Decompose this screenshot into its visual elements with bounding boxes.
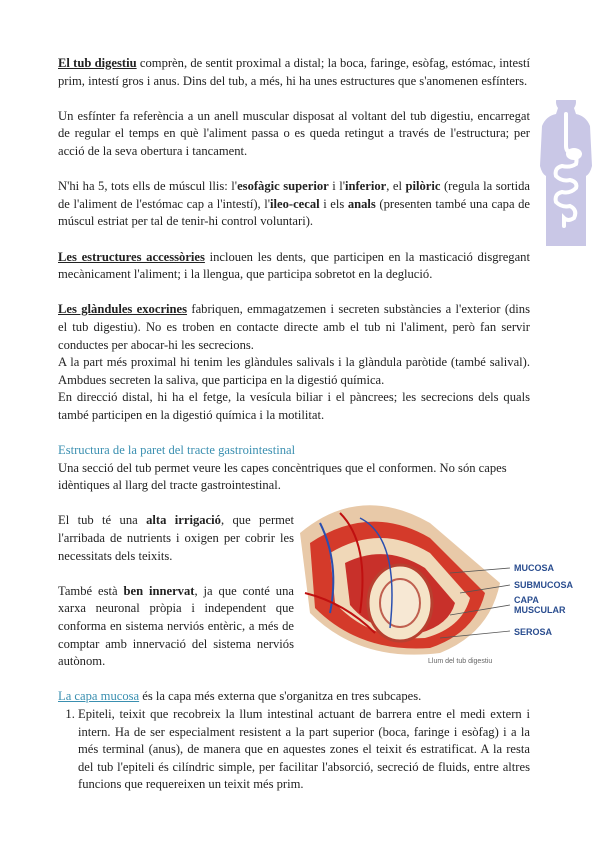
link-capa-mucosa[interactable]: La capa mucosa: [58, 689, 140, 704]
paragraph-distal: En direcció distal, hi ha el fetge, la vesícula biliar i el pàncrees; les secrecions dels quals també participen en la digestió química i la motilitat.: [58, 390, 530, 422]
term-ileo-cecal: ileo-cecal: [270, 196, 320, 211]
term-alta-irrigacio: alta irrigació: [146, 513, 221, 528]
paragraph-esfinters-types: [58, 178, 530, 231]
t: (presenten també una capa de múscul estriat per tal de tenir-hi control voluntari).: [58, 196, 530, 229]
term-anals: anals: [347, 196, 376, 211]
term-esofagic-superior: esofàgic superior: [237, 179, 329, 194]
t: El tub té una: [58, 513, 147, 528]
term-inferior: inferior: [344, 179, 387, 194]
paragraph-esfinter: Un esfínter fa referència a un anell muscular disposat al voltant del tub digestiu, encarregat de regular el temps en què l'aliment passa o es queda retingut a través de l'estructura; per acció de la seva obertura i tancament.: [58, 108, 530, 158]
t: , que permet l'arribada de nutrients i oxigen per cobrir les necessitats dels teixits.: [58, 513, 295, 563]
t: , el: [386, 179, 406, 194]
paragraph-capa-mucosa: [58, 688, 530, 706]
paragraph-glandules-exocrines: [58, 301, 530, 354]
label-capa-muscular: CAPA MUSCULAR: [514, 595, 566, 615]
paragraph-seccio-line1: Una secció del tub permet veure les capes concèntriques que el conformen. No són capes: [58, 460, 507, 475]
label-submucosa: SUBMUCOSA: [514, 580, 574, 590]
t: , ja que conté una xarxa neuronal pròpia i independent que conforma en sistema nerviós entèric, a més de comptar amb innervació del sistema nerviós autònom.: [58, 583, 294, 669]
document-body: [58, 55, 530, 794]
t: i l': [328, 179, 345, 194]
text: fabriquen, emmagatzemen i secreten substàncies a l'exterior (dins el tub digestiu). No es troben en contacte directe amb el tub ni l'aliment, però fan servir conductes per abocar-hi les secrecions.: [58, 302, 531, 352]
term-piloric: pilòric: [405, 179, 441, 194]
text: comprèn, de sentit proximal a distal; la boca, faringe, esòfag, estómac, intestí prim, intestí gros i anus. Dins del tub, a més, hi ha unes estructures que s'anomenen esfínters.: [58, 56, 531, 88]
paragraph-proximal: A la part més proximal hi tenim les glàndules salivals i la glàndula paròtide (també salival). Ambdues secreten la saliva, que participa en la digestió química.: [58, 355, 530, 387]
term-tub-digestiu: El tub digestiu: [58, 56, 137, 70]
t: També està: [58, 583, 124, 598]
text: és la capa més externa que s'organitza en tres subcapes.: [139, 689, 422, 704]
list-item: 1. Epiteli, teixit que recobreix la llum intestinal actuant de barrera entre el medi extern i intern. Ha de ser especialment resistent a la part superior (boca, faringe i esòfag) i a la més terminal (anus), de manera que en aquestes zones el teixit és estratificat. A la resta del tub l'epiteli és cilíndric simple, per facilitar l'absorció, secreció de fluids, entre altres funcions que requereixen un teixit més prim.: [78, 706, 530, 794]
paragraph-irrigacio: [58, 512, 294, 565]
digestive-system-illustration: [536, 100, 596, 248]
term-glandules-exocrines: Les glàndules exocrines: [58, 302, 188, 317]
paragraph-innervat: [58, 583, 294, 671]
paragraph-seccio-rest: idèntiques al llarg del tracte gastrointestinal.: [58, 478, 281, 493]
label-mucosa: MUCOSA: [514, 563, 554, 573]
figure-caption: Llum del tub digestiu: [428, 658, 493, 665]
label-serosa: SEROSA: [514, 627, 553, 637]
text: inclouen les dents, que participen en la masticació disgregant mecànicament l'aliment; i la llengua, que participa sobretot en la deglució.: [58, 249, 530, 282]
section-heading: Estructura de la paret del tracte gastrointestinal: [58, 443, 296, 458]
t: N'hi ha 5, tots ells de múscul llis: l': [58, 179, 238, 194]
paragraph-tub-digestiu: [58, 55, 530, 90]
mucosa-subcapes-list: [58, 706, 530, 794]
t: i els: [319, 196, 348, 211]
paragraph-estructures-accessories: [58, 249, 530, 284]
t: (regula la sortida de l'aliment de l'estómac cap a l'intestí), l': [58, 179, 530, 211]
term-estructures-accessories: Les estructures accessòries: [58, 249, 205, 264]
term-ben-innervat: ben innervat: [123, 583, 195, 598]
